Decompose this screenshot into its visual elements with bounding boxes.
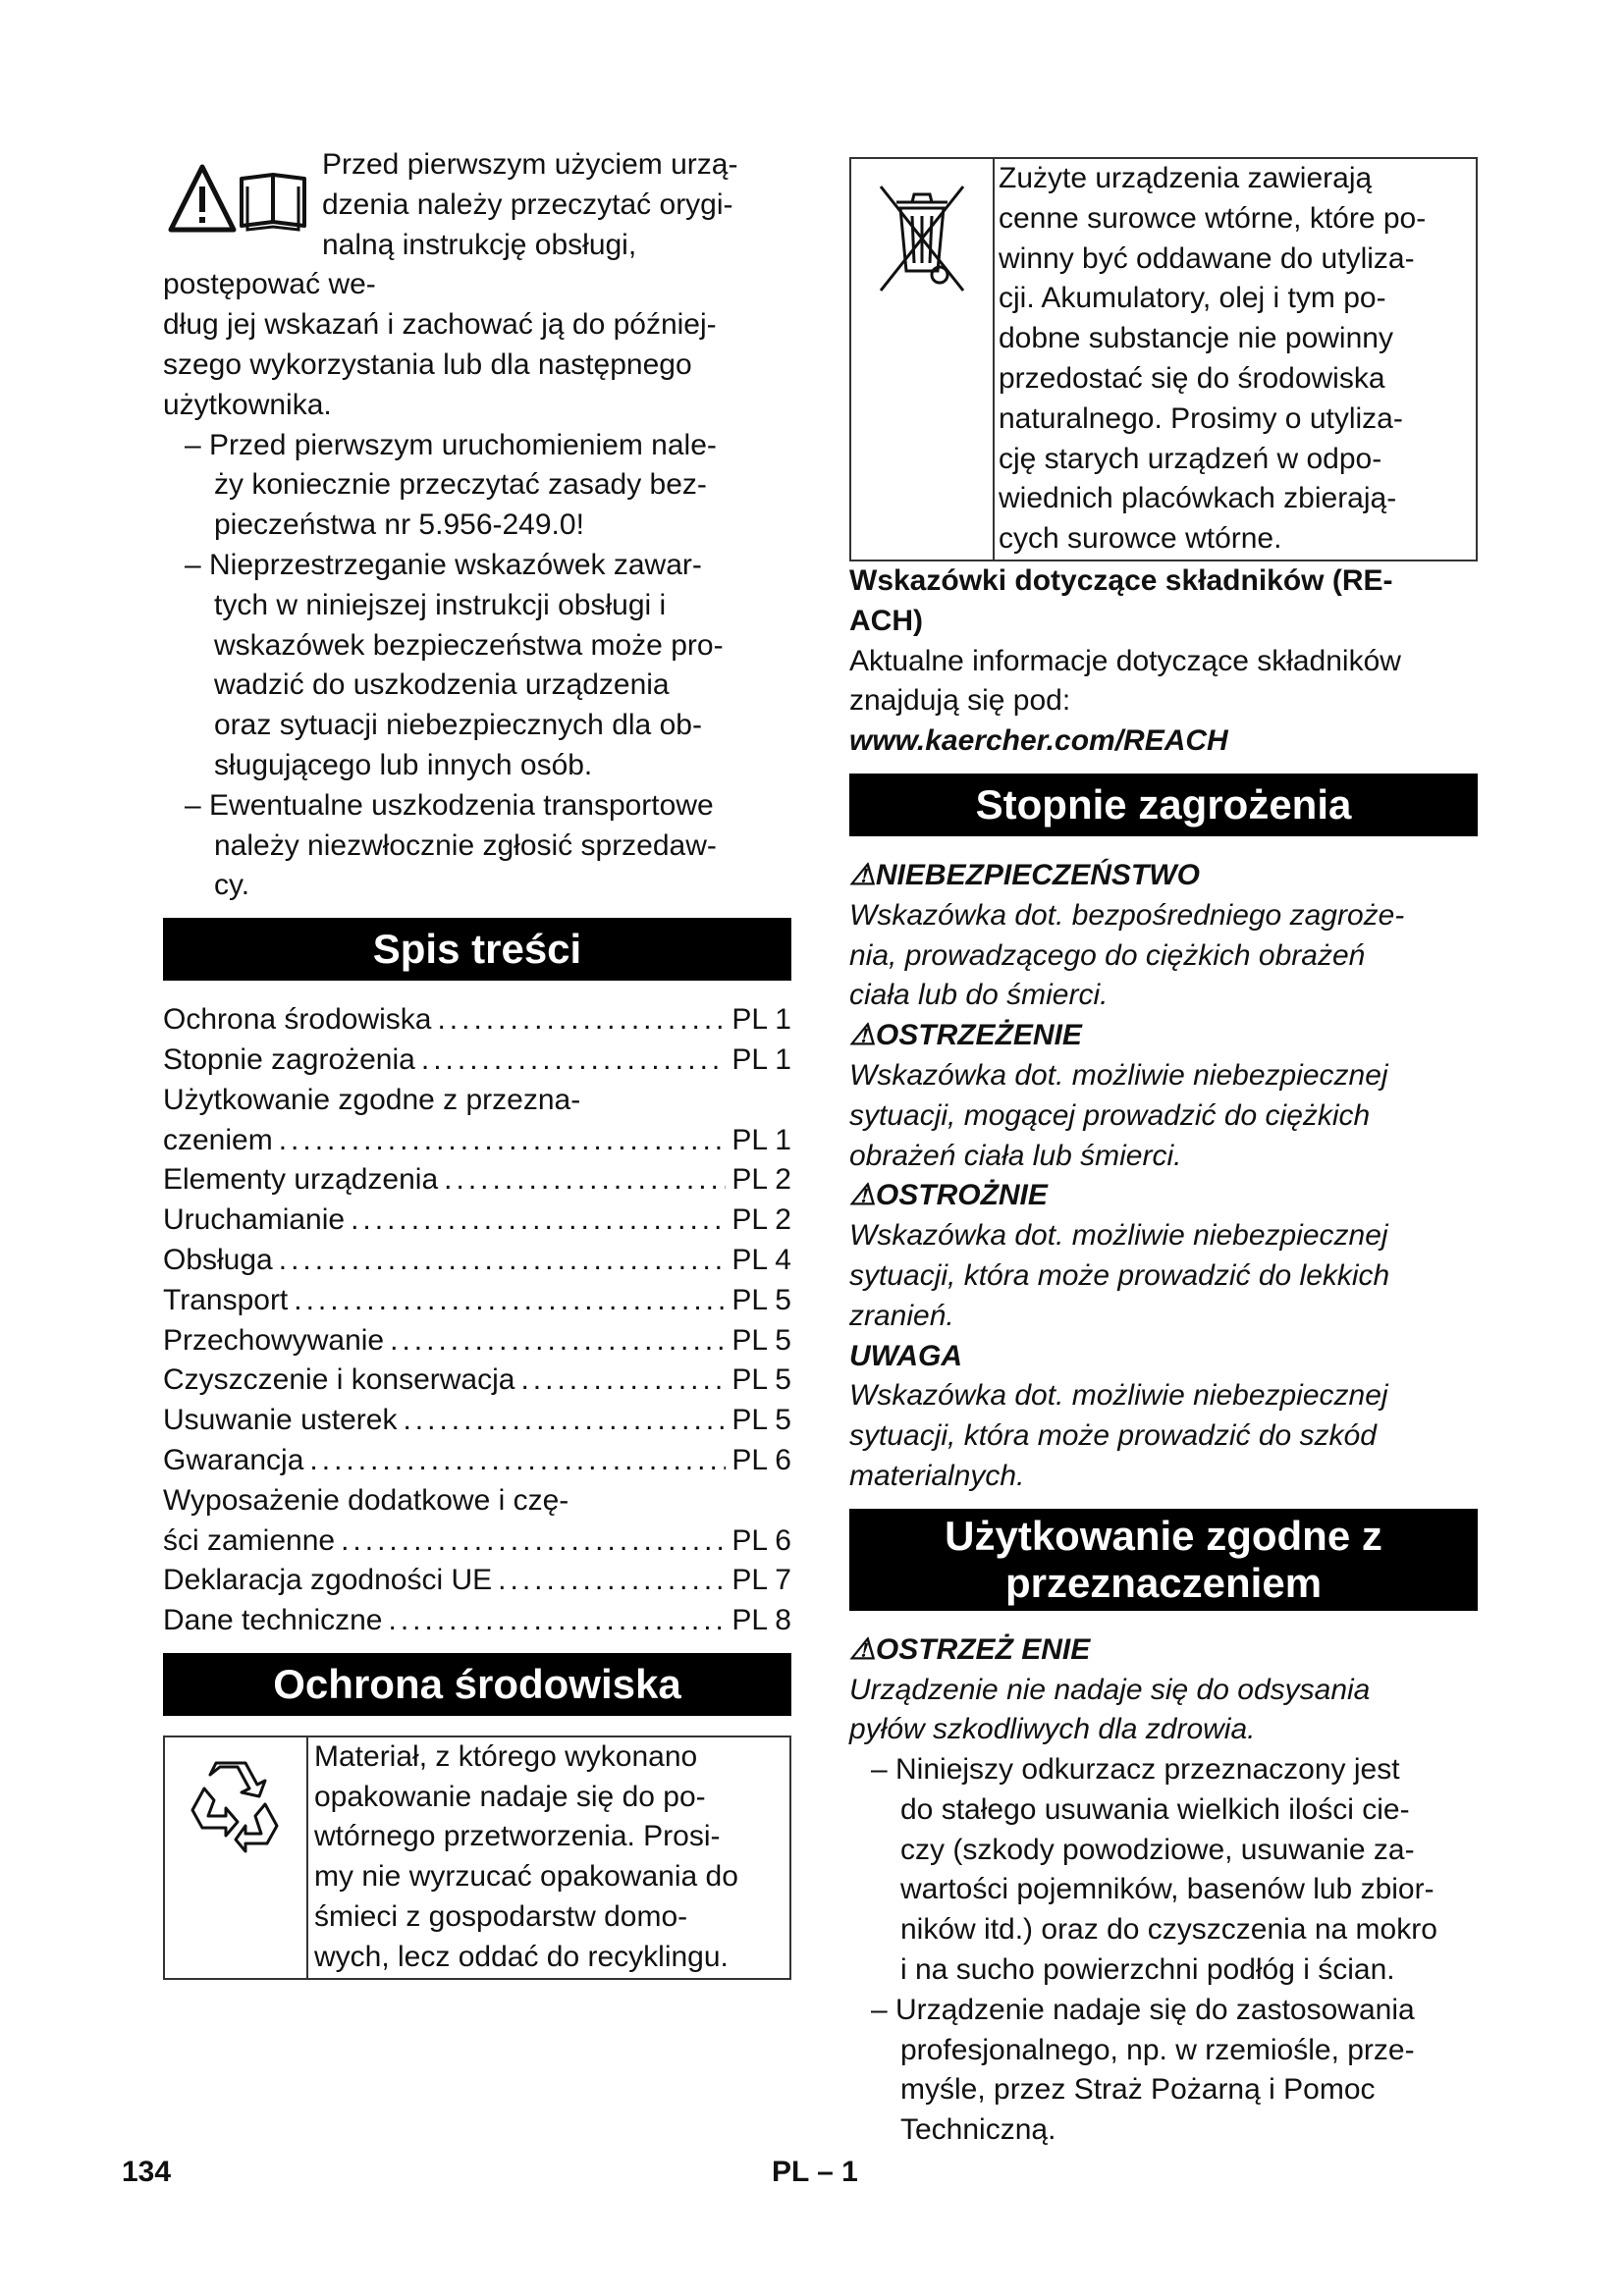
toc-entry[interactable]	[163, 1361, 791, 1401]
hazard-line: sytuacji, mogącej prowadzić do ciężkich	[849, 1098, 1371, 1132]
toc-entry-wrapped-line: Użytkowanie zgodne z przezna-	[163, 1083, 581, 1116]
intro-icons	[163, 153, 310, 236]
toc-entry-title: czeniem	[163, 1123, 273, 1156]
hazard-level	[849, 1176, 1478, 1336]
recycling-icon-cell	[165, 1737, 308, 1978]
toc-leader	[309, 1441, 726, 1481]
intro-line: dzenia należy przeczytać orygi-	[322, 187, 733, 221]
hazard-description	[849, 1216, 1478, 1336]
weee-line: naturalnego. Prosimy o utyliza-	[999, 401, 1403, 435]
hazard-line: Wskazówka dot. możliwie niebezpiecznej	[849, 1219, 1388, 1253]
toc-entry[interactable]	[163, 1401, 791, 1441]
toc-leader	[390, 1321, 726, 1362]
reach-body-line: Aktualne informacje dotyczące składników	[849, 644, 1401, 677]
recycling-line: Materiał, z którego wykonano	[314, 1739, 698, 1773]
intended-use-warning-text	[849, 1671, 1478, 1751]
toc-entry[interactable]	[163, 1281, 791, 1321]
hazard-label: UWAGA	[849, 1339, 962, 1372]
toc-entry-title: Usuwanie usterek	[163, 1404, 398, 1437]
intended-use-bullet	[849, 1991, 1478, 2151]
toc-entry-title: Gwarancja	[163, 1443, 304, 1476]
hazard-line: zranień.	[849, 1299, 954, 1332]
toc-leader	[279, 1121, 727, 1161]
recycling-line: my nie wyrzucać opakowania do	[314, 1860, 738, 1894]
toc-entry[interactable]	[163, 1160, 791, 1201]
weee-icon-cell	[851, 159, 995, 560]
toc-entry-title: Ochrona środowiska	[163, 1003, 432, 1037]
weee-line: Zużyte urządzenia zawierają	[999, 162, 1373, 194]
toc-entry-title: Czyszczenie i konserwacja	[163, 1363, 515, 1397]
toc-entry-title: Stopnie zagrożenia	[163, 1042, 415, 1076]
weee-line: wiednich placówkach zbierają-	[999, 482, 1397, 515]
intro-bullet	[163, 546, 791, 786]
weee-line: przedostać się do środowiska	[999, 361, 1385, 395]
recycling-line: opakowanie nadaje się do po-	[314, 1780, 706, 1813]
toc-entry-page: PL 5	[731, 1363, 791, 1397]
toc-leader	[341, 1522, 726, 1562]
toc-entry[interactable]	[163, 1441, 791, 1481]
intro-line: dług jej wskazań i zachować ją do później-	[163, 308, 717, 342]
bullet-line: Techniczną.	[900, 2113, 1056, 2147]
toc-leader	[294, 1281, 726, 1321]
hazard-line: Wskazówka dot. możliwie niebezpiecznej	[849, 1379, 1388, 1413]
toc-leader	[520, 1361, 726, 1401]
hazard-label: ⚠OSTRZEŻENIE	[849, 1019, 1082, 1052]
hazard-description	[849, 1056, 1478, 1176]
reach-heading-line: ACH)	[849, 604, 923, 637]
hazard-line: sytuacji, która może prowadzić do lekkich	[849, 1258, 1390, 1292]
recycling-line: wych, lecz oddać do recyklingu.	[314, 1940, 729, 1973]
toc-entry-page: PL 6	[731, 1523, 791, 1557]
intro-line: Przed pierwszym użyciem urzą-	[322, 148, 738, 181]
warning-line: Urządzenie nie nadaje się do odsysania	[849, 1673, 1371, 1706]
warning-line: pyłów szkodliwych dla zdrowia.	[849, 1713, 1256, 1746]
toc-entry-page: PL 1	[731, 1003, 791, 1037]
toc-leader	[279, 1241, 727, 1281]
hazard-level	[849, 856, 1478, 1016]
crossed-bin-icon	[875, 181, 969, 296]
toc-entry-page: PL 1	[731, 1042, 791, 1076]
toc-entry-page: PL 6	[731, 1443, 791, 1476]
intended-use-heading-line: Użytkowanie zgodne z	[945, 1512, 1382, 1559]
bullet-line: wartości pojemników, basenów lub zbior-	[900, 1873, 1435, 1906]
toc-entry-page: PL 5	[731, 1323, 791, 1357]
toc-entry-page: PL 4	[731, 1243, 791, 1276]
toc-entry-title: Uruchamianie	[163, 1203, 346, 1237]
weee-text	[995, 159, 1476, 560]
toc-entry-title: Obsługa	[163, 1243, 273, 1276]
toc-entry[interactable]	[163, 1321, 791, 1362]
toc-entry[interactable]	[163, 1201, 791, 1241]
hazard-label: ⚠NIEBEZPIECZEŃSTWO	[849, 858, 1200, 891]
toc-entry[interactable]	[163, 1241, 791, 1281]
intro-bullet	[163, 426, 791, 546]
hazard-line: sytuacji, która może prowadzić do szkód	[849, 1419, 1377, 1453]
weee-line: cych surowce wtórne.	[999, 522, 1282, 556]
bullet-line: czy (szkody powodziowe, usuwanie za-	[900, 1833, 1415, 1866]
toc-leader	[403, 1401, 726, 1441]
reach-heading	[849, 561, 1478, 642]
bullet-line: – Urządzenie nadaje się do zastosowania	[871, 1993, 1415, 2026]
intro-section	[163, 145, 791, 906]
bullet-line: i na sucho powierzchni podłóg i ścian.	[900, 1953, 1395, 1987]
toc-entry[interactable]	[163, 1121, 791, 1161]
hazard-description	[849, 1376, 1478, 1496]
toc-entry[interactable]	[163, 1000, 791, 1041]
weee-line: winny być oddawane do utyliza-	[999, 241, 1415, 275]
toc-leader	[437, 1000, 726, 1041]
toc-entry-page: PL 1	[731, 1123, 791, 1156]
warning-manual-icons	[163, 153, 310, 236]
intended-use-bullet	[849, 1750, 1478, 1991]
recycling-text	[308, 1737, 789, 1978]
hazard-label: ⚠OSTROŻNIE	[849, 1179, 1048, 1212]
hazard-line: nia, prowadzącego do ciężkich obrażeń	[849, 938, 1366, 972]
toc-entry[interactable]	[163, 1522, 791, 1562]
toc-leader	[388, 1601, 726, 1641]
hazard-line: ciała lub do śmierci.	[849, 979, 1109, 1012]
table-of-contents	[163, 1000, 791, 1641]
weee-line: dobne substancje nie powinny	[999, 322, 1393, 355]
bullet-line: wskazówek bezpieczeństwa może pro-	[214, 628, 724, 662]
bullet-line: tych w niniejszej instrukcji obsługi i	[214, 588, 667, 621]
bullet-line: – Przed pierwszym uruchomieniem nale-	[185, 428, 717, 461]
bullet-line: sługującego lub innych osób.	[214, 748, 593, 781]
reach-body	[849, 642, 1478, 722]
toc-entry[interactable]	[163, 1561, 791, 1601]
bullet-line: – Niniejszy odkurzacz przeznaczony jest	[871, 1753, 1400, 1787]
recycling-line: wtórnego przetworzenia. Prosi-	[314, 1820, 721, 1853]
hazard-line: Wskazówka dot. możliwie niebezpiecznej	[849, 1058, 1388, 1092]
bullet-line: – Nieprzestrzeganie wskazówek zawar-	[185, 548, 702, 581]
toc-entry-title: Transport	[163, 1283, 289, 1316]
intended-use-heading-line: przeznaczeniem	[1004, 1559, 1323, 1606]
toc-entry-title: Elementy urządzenia	[163, 1163, 439, 1197]
environment-heading: Ochrona środowiska	[163, 1653, 791, 1716]
recycling-note	[163, 1735, 791, 1980]
weee-line: cję starych urządzeń w odpo-	[999, 442, 1382, 475]
toc-entry-wrapped-line: Wyposażenie dodatkowe i czę-	[163, 1483, 569, 1517]
toc-leader	[444, 1160, 726, 1201]
toc-entry[interactable]	[163, 1041, 791, 1081]
intended-use-heading	[849, 1509, 1478, 1611]
hazard-line: obrażeń ciała lub śmierci.	[849, 1139, 1182, 1172]
toc-entry-page: PL 5	[731, 1404, 791, 1437]
hazard-level	[849, 1337, 1478, 1497]
bullet-line: – Ewentualne uszkodzenia transportowe	[185, 788, 714, 822]
manual-book-icon	[242, 175, 304, 230]
reach-link[interactable]: www.kaercher.com/REACH	[849, 724, 1228, 758]
weee-note	[849, 157, 1478, 561]
warning-triangle-icon	[171, 167, 234, 230]
toc-entry-title: Dane techniczne	[163, 1604, 383, 1637]
toc-leader	[421, 1041, 727, 1081]
toc-entry-title: Przechowywanie	[163, 1323, 385, 1357]
intro-line: szego wykorzystania lub dla następnego	[163, 347, 692, 381]
toc-entry-page: PL 8	[731, 1604, 791, 1637]
bullet-line: ży koniecznie przeczytać zasady bez-	[214, 468, 707, 502]
bullet-line: do stałego usuwania wielkich ilości cie-	[900, 1792, 1410, 1826]
left-column	[163, 145, 791, 1980]
reach-body-line: znajdują się pod:	[849, 684, 1071, 718]
bullet-line: należy niezwłocznie zgłosić sprzedaw-	[214, 828, 717, 862]
toc-entry-page: PL 7	[731, 1564, 791, 1597]
hazard-level	[849, 1016, 1478, 1176]
toc-entry-page: PL 2	[731, 1163, 791, 1197]
right-column	[849, 157, 1478, 2151]
bullet-line: cy.	[214, 869, 250, 902]
hazard-description	[849, 896, 1478, 1016]
reach-heading-line: Wskazówki dotyczące składników (RE-	[849, 563, 1393, 597]
bullet-line: myśle, przez Straż Pożarną i Pomoc	[900, 2073, 1376, 2107]
toc-entry-title: ści zamienne	[163, 1523, 336, 1557]
toc-entry-page: PL 5	[731, 1283, 791, 1316]
intro-line: użytkownika.	[163, 388, 332, 421]
intended-use-warning-label: ⚠OSTRZEŻ ENIE	[849, 1632, 1091, 1666]
recycling-line: śmieci z gospodarstw domo-	[314, 1900, 688, 1934]
bullet-line: pieczeństwa nr 5.956-249.0!	[214, 508, 584, 542]
bullet-line: profesjonalnego, np. w rzemiośle, prze-	[900, 2033, 1415, 2066]
hazard-line: materialnych.	[849, 1459, 1025, 1492]
toc-entry-title: Deklaracja zgodności UE	[163, 1564, 493, 1597]
intro-bullet	[163, 786, 791, 906]
toc-entry-page: PL 2	[731, 1203, 791, 1237]
toc-leader	[351, 1201, 726, 1241]
toc-entry[interactable]	[163, 1601, 791, 1641]
weee-line: cji. Akumulatory, olej i tym po-	[999, 282, 1386, 315]
page-number: 134	[122, 2156, 172, 2188]
bullet-line: wadzić do uszkodzenia urządzenia	[214, 668, 670, 702]
recycling-icon	[181, 1755, 291, 1865]
weee-line: cenne surowce wtórne, które po-	[999, 201, 1427, 235]
intro-line: nalną instrukcję obsługi, postępować we-	[163, 228, 637, 301]
bullet-line: ników itd.) oraz do czyszczenia na mokro	[900, 1913, 1437, 1947]
bullet-line: oraz sytuacji niebezpiecznych dla ob-	[214, 709, 702, 742]
toc-heading: Spis treści	[163, 918, 791, 981]
toc-leader	[498, 1561, 726, 1601]
page-code: PL – 1	[772, 2156, 858, 2188]
hazard-heading: Stopnie zagrożenia	[849, 774, 1478, 836]
hazard-line: Wskazówka dot. bezpośredniego zagroże-	[849, 898, 1405, 932]
